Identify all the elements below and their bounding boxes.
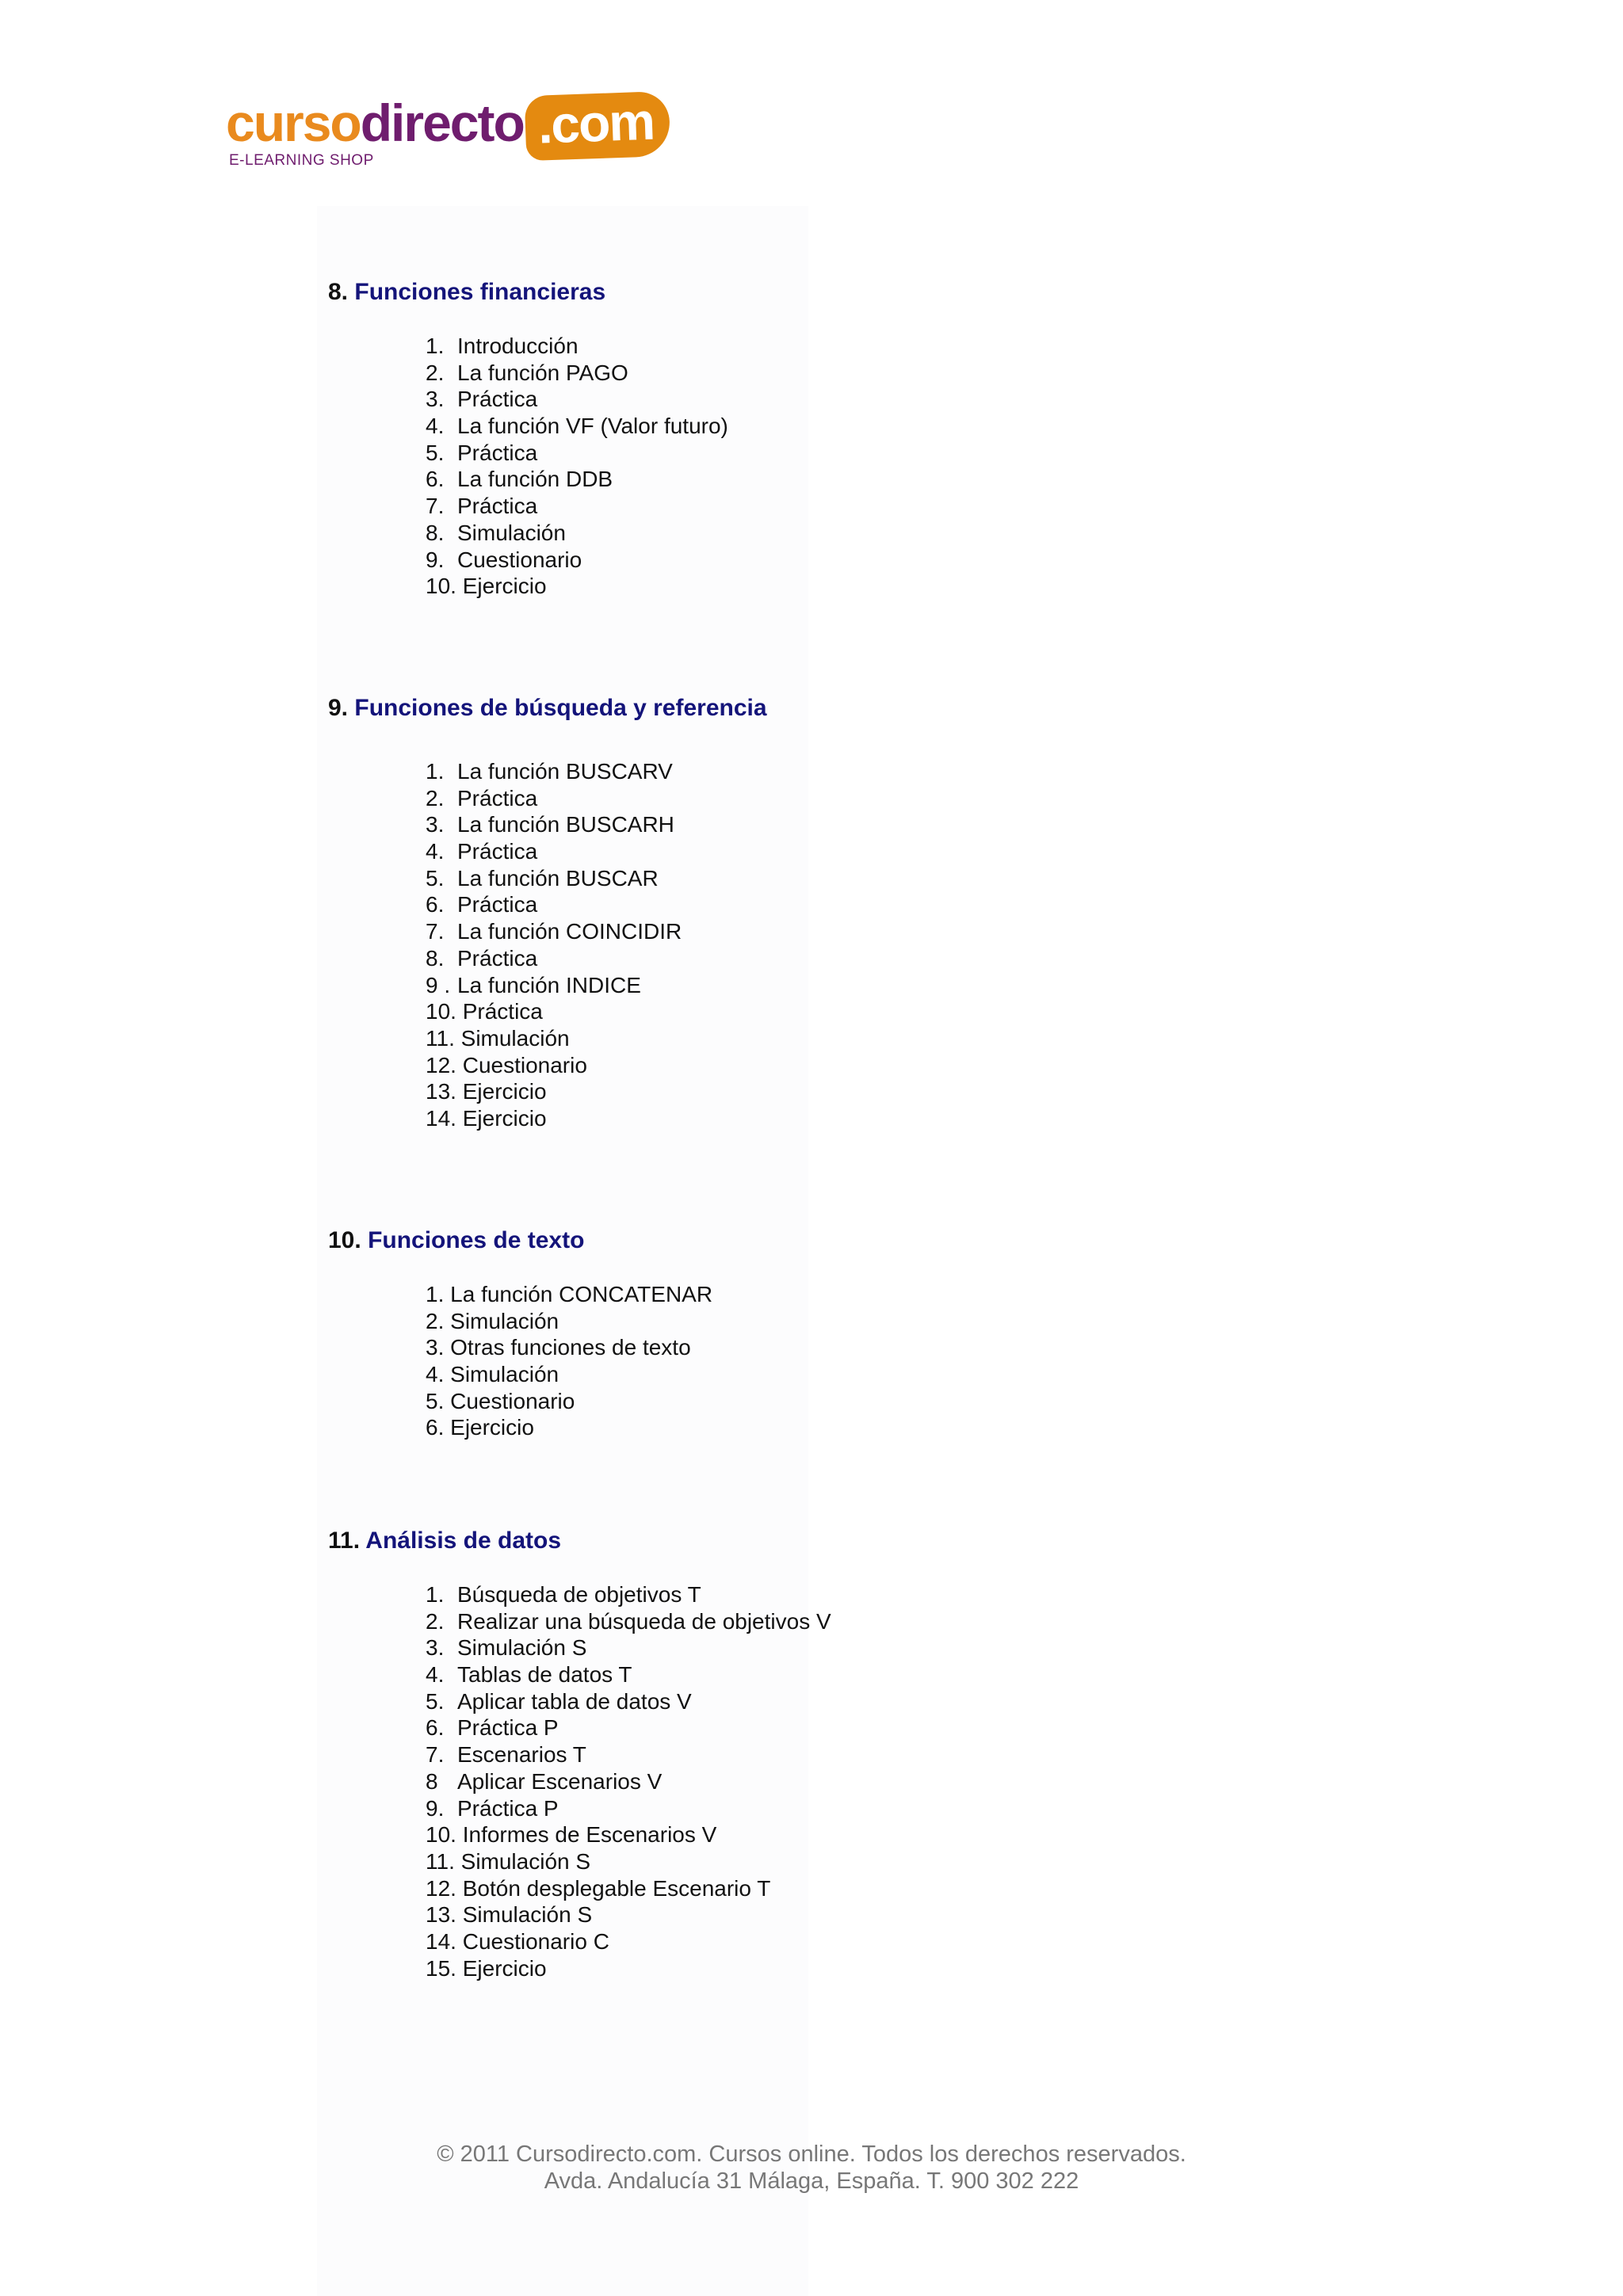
logo-subtitle: E-LEARNING SHOP <box>229 152 374 169</box>
item-number: 5. <box>426 1388 445 1413</box>
item-text: Aplicar tabla de datos V <box>457 1688 692 1714</box>
list-item <box>426 466 728 493</box>
item-number: 6. <box>426 1415 445 1440</box>
item-text: Informes de Escenarios V <box>462 1822 717 1848</box>
section-heading <box>328 1527 561 1554</box>
item-number: 7. <box>426 919 445 944</box>
footer-copyright: © 2011 Cursodirecto.com. Cursos online. Todos los derechos reservados. <box>437 2142 1186 2167</box>
list-item <box>426 838 682 865</box>
footer-address: Avda. Andalucía 31 Málaga, España. T. 900 302 222 <box>544 2168 1079 2194</box>
item-text: Introducción <box>457 334 579 358</box>
item-number: 7. <box>426 1742 445 1768</box>
item-number: 3. <box>426 1635 445 1661</box>
item-text: Simulación <box>457 520 566 545</box>
list-item <box>426 1608 831 1635</box>
section-number: 9. <box>328 695 349 721</box>
item-number: 13. <box>426 1902 456 1928</box>
section-item-list <box>426 333 728 600</box>
list-item <box>426 998 682 1025</box>
list-item <box>426 758 682 785</box>
list-item <box>426 1661 831 1688</box>
item-text: Simulación <box>450 1308 559 1333</box>
section-title: Funciones de búsqueda y referencia <box>354 695 767 721</box>
list-item <box>426 1052 682 1079</box>
item-number: 12. <box>426 1052 456 1077</box>
item-text: La función INDICE <box>457 972 641 997</box>
list-item <box>426 1581 831 1608</box>
item-number: 15. <box>426 1955 456 1981</box>
list-item <box>426 1741 831 1768</box>
item-number: 14. <box>426 1105 456 1131</box>
list-item <box>426 1848 831 1875</box>
item-text: Simulación <box>450 1362 559 1387</box>
item-number: 4. <box>426 1362 445 1387</box>
list-item <box>426 1308 712 1335</box>
list-item <box>426 865 682 892</box>
item-text: Realizar una búsqueda de objetivos V <box>457 1608 831 1634</box>
list-item <box>426 945 682 972</box>
item-text: Práctica <box>457 892 538 917</box>
item-text: Simulación S <box>460 1848 591 1874</box>
item-number: 2. <box>426 1608 445 1634</box>
section-heading <box>328 279 605 306</box>
item-text: Práctica <box>457 785 538 810</box>
list-item <box>426 1334 712 1361</box>
item-text: Otras funciones de texto <box>450 1335 691 1360</box>
item-text: La función VF (Valor futuro) <box>457 414 728 439</box>
list-item <box>426 1281 712 1308</box>
item-number: 5. <box>426 865 445 891</box>
list-item <box>426 1901 831 1928</box>
item-text: La función COINCIDIR <box>457 919 682 944</box>
item-text: La función BUSCARH <box>457 812 674 837</box>
item-text: Ejercicio <box>462 1079 547 1104</box>
item-text: Práctica P <box>457 1795 559 1821</box>
list-item <box>426 1928 831 1955</box>
list-item <box>426 1025 682 1052</box>
item-text: Práctica <box>457 494 538 519</box>
item-number: 3. <box>426 387 445 412</box>
item-number: 6. <box>426 892 445 917</box>
item-number: 1. <box>426 1282 445 1306</box>
list-item <box>426 1795 831 1822</box>
item-number: 10. <box>426 574 456 599</box>
item-number: 1. <box>426 334 445 358</box>
item-number: 3. <box>426 812 445 837</box>
item-number: 5. <box>426 1688 445 1714</box>
list-item <box>426 386 728 413</box>
item-number: 12. <box>426 1875 456 1901</box>
item-text: Cuestionario <box>457 547 582 572</box>
section-item-list <box>426 1581 831 1981</box>
item-text: La función BUSCAR <box>457 865 659 891</box>
list-item <box>426 972 682 999</box>
section-number: 8. <box>328 279 349 305</box>
list-item <box>426 520 728 547</box>
item-text: Cuestionario C <box>462 1928 609 1954</box>
list-item <box>426 1634 831 1661</box>
item-text: Ejercicio <box>450 1415 534 1440</box>
item-text: Simulación S <box>462 1902 593 1928</box>
list-item <box>426 1875 831 1902</box>
item-number: 8. <box>426 945 445 971</box>
item-number: 13. <box>426 1079 456 1104</box>
item-text: Práctica P <box>457 1715 559 1741</box>
list-item <box>426 413 728 440</box>
list-item <box>426 785 682 812</box>
item-text: Búsqueda de objetivos T <box>457 1582 701 1607</box>
item-text: La función DDB <box>457 467 613 492</box>
item-number: 2. <box>426 785 445 810</box>
section-heading <box>328 695 767 722</box>
section-heading <box>328 1227 584 1254</box>
list-item <box>426 493 728 520</box>
item-number: 6. <box>426 467 445 492</box>
list-item <box>426 333 728 360</box>
item-text: Ejercicio <box>462 1955 547 1981</box>
item-text: Práctica <box>462 999 543 1024</box>
item-number: 9 . <box>426 972 451 997</box>
item-number: 1. <box>426 1582 445 1607</box>
item-text: Simulación <box>460 1025 570 1051</box>
item-number: 7. <box>426 494 445 519</box>
item-text: Ejercicio <box>462 1105 547 1131</box>
item-number: 8 <box>426 1768 438 1794</box>
item-text: Aplicar Escenarios V <box>457 1768 663 1794</box>
item-number: 3. <box>426 1335 445 1360</box>
item-number: 4. <box>426 414 445 439</box>
list-item <box>426 891 682 918</box>
list-item <box>426 1414 712 1441</box>
item-text: Simulación S <box>457 1635 587 1661</box>
item-text: La función PAGO <box>457 360 628 385</box>
item-text: Cuestionario <box>462 1052 587 1077</box>
list-item <box>426 573 728 600</box>
section-item-list <box>426 758 682 1132</box>
list-item <box>426 1388 712 1415</box>
logo-part-directo: directo <box>360 93 524 152</box>
list-item <box>426 440 728 467</box>
list-item <box>426 1821 831 1848</box>
section-item-list <box>426 1281 712 1441</box>
item-number: 8. <box>426 520 445 545</box>
logo-part-curso: curso <box>226 93 361 152</box>
list-item <box>426 811 682 838</box>
item-number: 11. <box>426 1848 455 1874</box>
item-text: Práctica <box>457 440 538 465</box>
item-text: Botón desplegable Escenario T <box>462 1875 771 1901</box>
item-number: 9. <box>426 1795 445 1821</box>
item-text: La función BUSCARV <box>457 759 673 784</box>
logo-wordmark <box>226 93 670 158</box>
section-title: Funciones de texto <box>368 1227 585 1253</box>
list-item <box>426 360 728 387</box>
item-number: 9. <box>426 547 445 572</box>
item-text: Ejercicio <box>462 574 547 599</box>
list-item <box>426 1688 831 1715</box>
item-number: 5. <box>426 440 445 465</box>
item-text: Práctica <box>457 839 538 864</box>
item-number: 2. <box>426 360 445 385</box>
list-item <box>426 1361 712 1388</box>
list-item <box>426 918 682 945</box>
list-item <box>426 1714 831 1741</box>
item-text: La función CONCATENAR <box>450 1282 713 1306</box>
section-number: 11. <box>328 1527 361 1554</box>
cursodirecto-logo[interactable] <box>226 91 655 181</box>
section-title: Funciones financieras <box>354 279 606 305</box>
item-number: 4. <box>426 1662 445 1688</box>
item-number: 2. <box>426 1308 445 1333</box>
item-text: Tablas de datos T <box>457 1662 632 1688</box>
item-number: 11. <box>426 1025 455 1051</box>
section-9 <box>328 695 767 1131</box>
item-text: Práctica <box>457 387 538 412</box>
page-footer <box>0 2141 1623 2195</box>
item-number: 6. <box>426 1715 445 1741</box>
logo-part-dotcom: .com <box>524 91 670 161</box>
item-number: 14. <box>426 1928 456 1954</box>
item-text: Escenarios T <box>457 1742 586 1768</box>
section-10 <box>328 1227 713 1440</box>
list-item <box>426 1955 831 1982</box>
item-number: 10. <box>426 999 456 1024</box>
section-8 <box>328 279 728 599</box>
list-item <box>426 547 728 574</box>
list-item <box>426 1105 682 1132</box>
section-title: Análisis de datos <box>365 1527 562 1554</box>
item-text: Cuestionario <box>450 1388 575 1413</box>
section-11 <box>328 1527 831 1981</box>
item-number: 1. <box>426 759 445 784</box>
list-item <box>426 1078 682 1105</box>
item-number: 10. <box>426 1822 456 1848</box>
list-item <box>426 1768 831 1795</box>
item-number: 4. <box>426 839 445 864</box>
section-number: 10. <box>328 1227 361 1253</box>
item-text: Práctica <box>457 945 538 971</box>
